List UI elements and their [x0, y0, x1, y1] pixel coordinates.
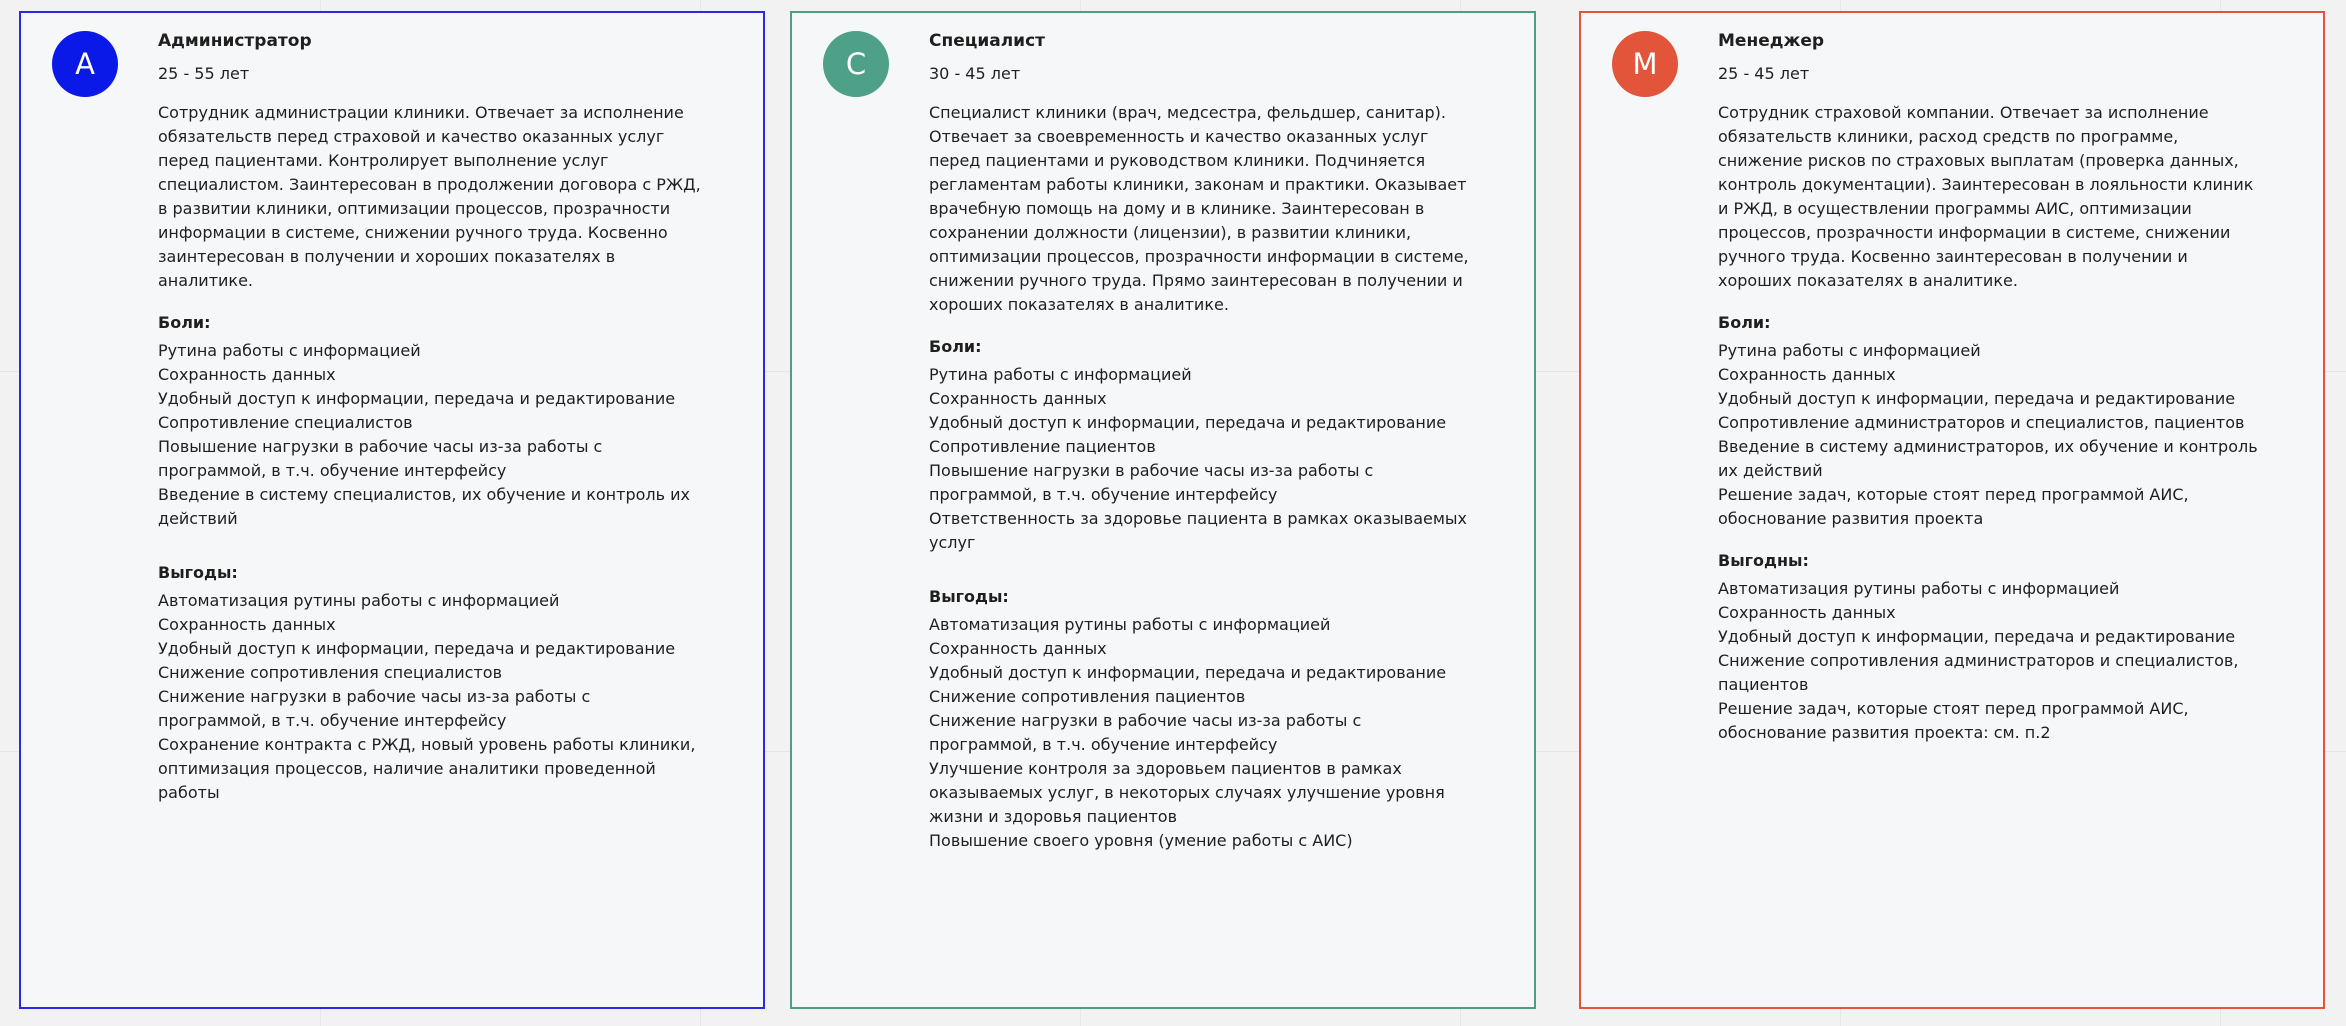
persona-age: 25 - 55 лет: [158, 64, 250, 83]
benefits-list: [929, 613, 1474, 853]
avatar-specialist: С: [823, 31, 889, 97]
pain-item: Решение задач, которые стоят перед программой АИС, обоснование развития проекта: [1718, 485, 2189, 528]
benefits-list: [1718, 577, 2263, 745]
benefit-item: Решение задач, которые стоят перед программой АИС, обоснование развития проекта: см. п.2: [1718, 699, 2189, 742]
pain-item: Сопротивление администраторов и специалистов, пациентов: [1718, 413, 2245, 432]
persona-content: [158, 29, 703, 805]
benefit-item: Автоматизация рутины работы с информацией: [158, 591, 560, 610]
benefit-item: Сохранность данных: [158, 615, 336, 634]
benefit-item: Автоматизация рутины работы с информацией: [929, 615, 1331, 634]
benefits-section: [158, 561, 703, 805]
pain-item: Удобный доступ к информации, передача и редактирование: [929, 413, 1447, 432]
pains-section: [929, 335, 1474, 555]
benefit-item: Удобный доступ к информации, передача и редактирование: [1718, 627, 2236, 646]
persona-name: Специалист: [929, 31, 1046, 51]
benefits-list: [158, 589, 703, 805]
persona-description: Специалист клиники (врач, медсестра, фельдшер, санитар). Отвечает за своевременность и качество оказанных услуг перед пациентами и руководством клиники. Подчиняется регламентам работы клиники, законам и практики. Оказывает врачебную помощь на дому и в клинике. Заинтересован в сохранении должности (лицензии), в развитии клиники, оптимизации процессов, прозрачности информации в системе, снижении ручного труда. Прямо заинтересован в получении и хороших показателях в аналитике.: [929, 103, 1469, 314]
benefits-section: [1718, 549, 2263, 745]
benefit-item: Снижение сопротивления пациентов: [929, 687, 1246, 706]
pain-item: Повышение нагрузки в рабочие часы из-за работы с программой, в т.ч. обучение интерфейсу: [929, 461, 1374, 504]
pains-list: [929, 363, 1474, 555]
benefit-item: Улучшение контроля за здоровьем пациентов в рамках оказываемых услуг, в некоторых случаях улучшение уровня жизни и здоровья пациентов: [929, 759, 1445, 826]
benefit-item: Сохранность данных: [929, 639, 1107, 658]
pain-item: Сопротивление специалистов: [158, 413, 413, 432]
pains-section: [1718, 311, 2263, 531]
persona-content: [1718, 29, 2263, 745]
pain-item: Удобный доступ к информации, передача и редактирование: [158, 389, 676, 408]
persona-content: [929, 29, 1474, 853]
pain-item: Сопротивление пациентов: [929, 437, 1156, 456]
pains-title: Боли:: [929, 337, 982, 356]
benefit-item: Снижение нагрузки в рабочие часы из-за работы с программой, в т.ч. обучение интерфейсу: [158, 687, 591, 730]
persona-name: Менеджер: [1718, 31, 1825, 51]
pain-item: Введение в систему администраторов, их обучение и контроль их действий: [1718, 437, 2258, 480]
pain-item: Повышение нагрузки в рабочие часы из-за работы с программой, в т.ч. обучение интерфейсу: [158, 437, 603, 480]
avatar-administrator: А: [52, 31, 118, 97]
avatar-manager: М: [1612, 31, 1678, 97]
pain-item: Рутина работы с информацией: [158, 341, 421, 360]
persona-card-manager[interactable]: [1579, 11, 2325, 1009]
persona-name: Администратор: [158, 31, 312, 51]
benefit-item: Снижение нагрузки в рабочие часы из-за работы с программой, в т.ч. обучение интерфейсу: [929, 711, 1362, 754]
persona-description: Сотрудник администрации клиники. Отвечает за исполнение обязательств перед страховой и качество оказанных услуг перед пациентами. Контролирует выполнение услуг специалистом. Заинтересован в продолжении договора с РЖД, в развитии клиники, оптимизации процессов, прозрачности информации в системе, снижении ручного труда. Косвенно заинтересован в получении и хороших показателях в аналитике.: [158, 103, 701, 290]
benefits-section: [929, 585, 1474, 853]
pain-item: Сохранность данных: [158, 365, 336, 384]
persona-age: 25 - 45 лет: [1718, 64, 1810, 83]
pain-item: Удобный доступ к информации, передача и редактирование: [1718, 389, 2236, 408]
persona-description: Сотрудник страховой компании. Отвечает за исполнение обязательств клиники, расход средств по программе, снижение рисков по страховых выплатам (проверка данных, контроль документации). Заинтересован в лояльности клиник и РЖД, в осуществлении программы АИС, оптимизации процессов, прозрачности информации в системе, снижении ручного труда. Косвенно заинтересован в получении и хороших показателях в аналитике.: [1718, 103, 2254, 290]
benefit-item: Повышение своего уровня (умение работы с АИС): [929, 831, 1353, 850]
pains-title: Боли:: [1718, 313, 1771, 332]
benefit-item: Автоматизация рутины работы с информацией: [1718, 579, 2120, 598]
pains-list: [158, 339, 703, 531]
benefit-item: Сохранение контракта с РЖД, новый уровень работы клиники, оптимизация процессов, наличие аналитики проведенной работы: [158, 735, 696, 802]
pain-item: Рутина работы с информацией: [1718, 341, 1981, 360]
pains-title: Боли:: [158, 313, 211, 332]
benefits-title: Выгоды:: [929, 587, 1009, 606]
benefits-title: Выгодны:: [1718, 551, 1809, 570]
persona-card-administrator[interactable]: [19, 11, 765, 1009]
benefits-title: Выгоды:: [158, 563, 238, 582]
benefit-item: Сохранность данных: [1718, 603, 1896, 622]
pains-list: [1718, 339, 2263, 531]
benefit-item: Снижение сопротивления администраторов и специалистов, пациентов: [1718, 651, 2239, 694]
pain-item: Ответственность за здоровье пациента в рамках оказываемых услуг: [929, 509, 1468, 552]
persona-age: 30 - 45 лет: [929, 64, 1021, 83]
benefit-item: Удобный доступ к информации, передача и редактирование: [929, 663, 1447, 682]
pain-item: Введение в систему специалистов, их обучение и контроль их действий: [158, 485, 691, 528]
persona-card-specialist[interactable]: [790, 11, 1536, 1009]
pain-item: Рутина работы с информацией: [929, 365, 1192, 384]
pains-section: [158, 311, 703, 531]
pain-item: Сохранность данных: [1718, 365, 1896, 384]
benefit-item: Снижение сопротивления специалистов: [158, 663, 503, 682]
benefit-item: Удобный доступ к информации, передача и редактирование: [158, 639, 676, 658]
pain-item: Сохранность данных: [929, 389, 1107, 408]
